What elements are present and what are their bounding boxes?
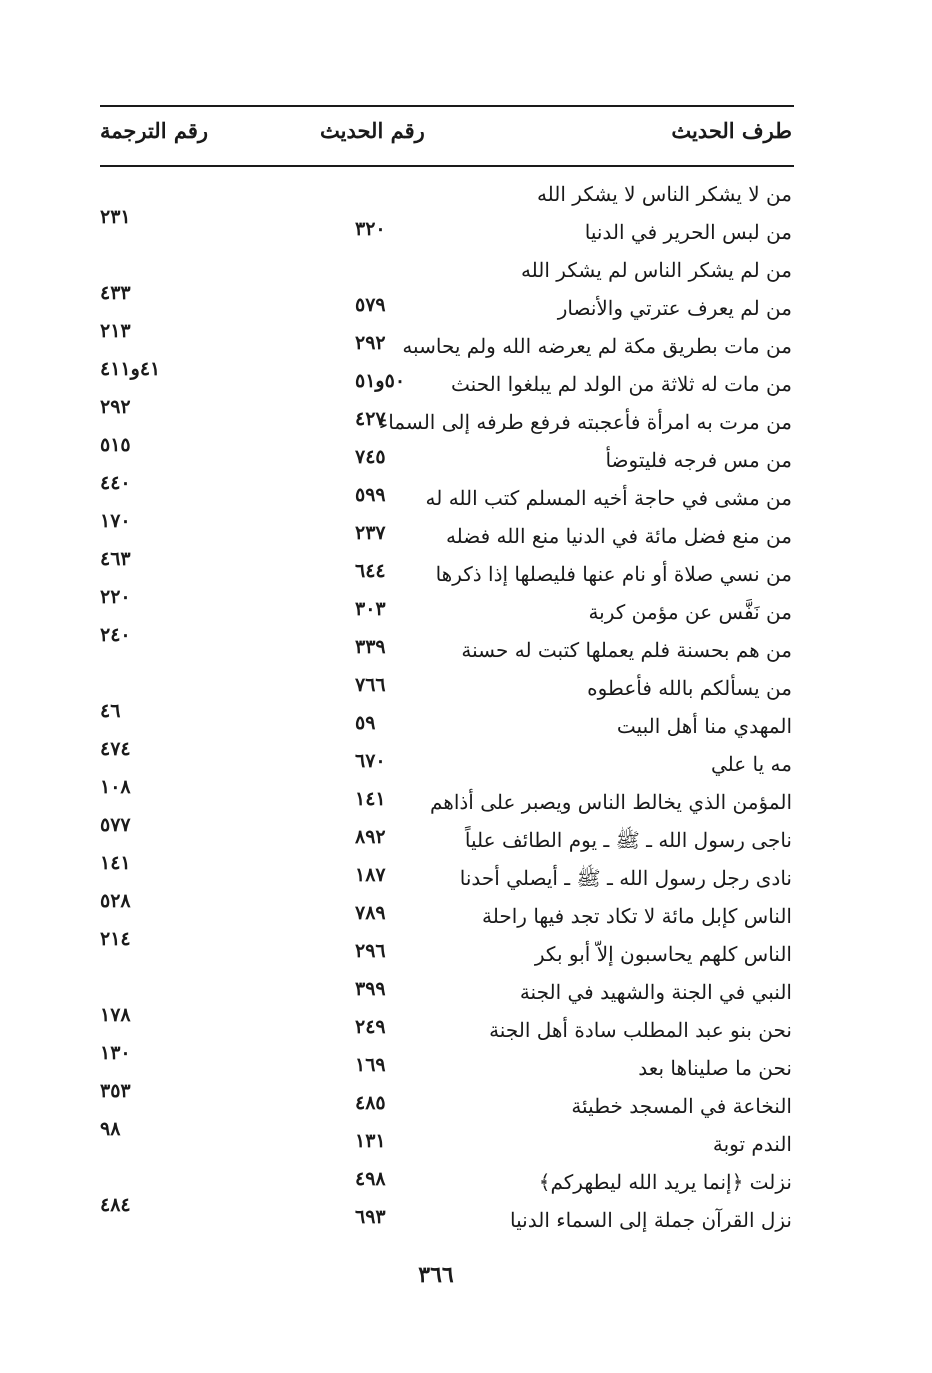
tarjama-number: ١٣٠ [100,1042,131,1064]
hadith-text: مه يا علي [710,752,792,776]
page-number [0,1262,932,1288]
hadith-number: ٥٧٩ [355,294,386,316]
hadith-number: ٧٦٦ [355,674,386,696]
hadith-number: ١٦٩ [355,1054,386,1076]
table-row [0,206,932,252]
hadith-number: ١٤١ [355,788,386,810]
hadith-text: من مرت به امرأة فأعجبته فرفع طرفه إلى السماء [378,410,792,434]
tarjama-number: ٤٧٤ [100,738,131,760]
hadith-text: من يسألكم بالله فأعطوه [587,676,792,700]
hadith-number: ٣٠٣ [355,598,386,620]
hadith-number: ٥٠و٥١ [355,370,406,392]
hadith-text: من نسي صلاة أو نام عنها فليصلها إذا ذكرها [435,562,792,586]
hadith-number: ٤٩٨ [355,1168,386,1190]
hadith-text: نزل القرآن جملة إلى السماء الدنيا [510,1208,792,1232]
tarjama-number: ٩٨ [100,1118,121,1140]
hadith-number: ٤٨٥ [355,1092,386,1114]
table-row [0,1118,932,1164]
hadith-text: من مس فرجه فليتوضأ [605,448,792,472]
tarjama-number: ١٤١ [100,852,131,874]
table-row [0,624,932,670]
tarjama-number: ٤٦ [100,700,121,722]
tarjama-number: ١٧٨ [100,1004,131,1026]
tarjama-number: ٥٧٧ [100,814,131,836]
hadith-text: الناس كإبل مائة لا تكاد تجد فيها راحلة [482,904,792,928]
hadith-text: من منع فضل مائة في الدنيا منع الله فضله [445,524,792,548]
tarjama-number: ٢٤٠ [100,624,131,646]
hadith-number: ٣٩٩ [355,978,386,1000]
tarjama-number: ٤٤٠ [100,472,131,494]
tarjama-number: ٤٨٤ [100,1194,131,1216]
hadith-text: من مات له ثلاثة من الولد لم يبلغوا الحنث [451,372,792,396]
tarjama-number: ١٧٠ [100,510,131,532]
hadith-text: المؤمن الذي يخالط الناس ويصبر على أذاهم [429,790,792,814]
hadith-text: نحن ما صليناها بعد [638,1056,792,1080]
hadith-text: الندم توبة [712,1132,792,1156]
hadith-text: المهدي منا أهل البيت [616,714,792,738]
tarjama-number: ١٠٨ [100,776,131,798]
hadith-text: نادى رجل رسول الله ـ ﷺ ـ أيصلي أحدنا [459,866,792,890]
table-row [0,928,932,974]
hadith-text: الناس كلهم يحاسبون إلاّ أبو بكر [534,942,792,966]
tarjama-number: ٢١٣ [100,320,131,342]
hadith-number: ١٣١ [355,1130,386,1152]
page-number-text: ٣٦٦ [418,1262,454,1288]
hadith-number: ٢٩٦ [355,940,386,962]
hadith-text: من نَفَّس عن مؤمن كربة [588,600,792,624]
hadith-text: من هم بحسنة فلم يعملها كتبت له حسنة [461,638,792,662]
table-header [0,118,932,154]
header-tarjama-number: رقم الترجمة [100,118,209,143]
hadith-number: ٤٢٧ [355,408,386,430]
hadith-text: من مات بطريق مكة لم يعرضه الله ولم يحاسبه [402,334,792,358]
tarjama-number: ٥٢٨ [100,890,131,912]
tarjama-number: ٤١و٤١١ [100,358,161,380]
index-table [0,176,932,1240]
hadith-text: النخاعة في المسجد خطيئة [571,1094,792,1118]
tarjama-number: ٢٢٠ [100,586,131,608]
hadith-text: من لم يعرف عترتي والأنصار [557,296,792,320]
header-rule [100,165,794,167]
tarjama-number: ٢٣١ [100,206,131,228]
hadith-number: ٥٩ [355,712,376,734]
hadith-text: نحن بنو عبد المطلب سادة أهل الجنة [489,1018,792,1042]
hadith-number: ١٨٧ [355,864,386,886]
hadith-number: ٢٩٢ [355,332,386,354]
hadith-number: ٣٢٠ [355,218,386,240]
tarjama-number: ٤٦٣ [100,548,131,570]
hadith-number: ٨٩٢ [355,826,386,848]
tarjama-number: ٥١٥ [100,434,131,456]
hadith-text: من لم يشكر الناس لم يشكر الله [520,258,792,282]
hadith-number: ٧٨٩ [355,902,386,924]
tarjama-number: ٢١٤ [100,928,131,950]
table-row [0,1194,932,1240]
hadith-text: ناجى رسول الله ـ ﷺ ـ يوم الطائف علياً [464,828,792,852]
hadith-text: من لبس الحرير في الدنيا [584,220,792,244]
hadith-number: ٦٩٣ [355,1206,386,1228]
hadith-text: النبي في الجنة والشهيد في الجنة [519,980,792,1004]
hadith-text: من مشى في حاجة أخيه المسلم كتب الله له [425,486,792,510]
hadith-text: نزلت ﴿إنما يريد الله ليطهركم﴾ [538,1170,792,1194]
hadith-number: ٦٧٠ [355,750,386,772]
hadith-number: ٢٤٩ [355,1016,386,1038]
tarjama-number: ٤٣٣ [100,282,131,304]
tarjama-number: ٣٥٣ [100,1080,131,1102]
header-hadith-text: طرف الحديث [671,118,792,143]
hadith-number: ٥٩٩ [355,484,386,506]
hadith-number: ٦٤٤ [355,560,386,582]
top-rule [100,105,794,107]
header-hadith-number: رقم الحديث [320,118,425,143]
hadith-text: من لا يشكر الناس لا يشكر الله [536,182,792,206]
hadith-number: ٣٣٩ [355,636,386,658]
tarjama-number: ٢٩٢ [100,396,131,418]
hadith-number: ٧٤٥ [355,446,386,468]
hadith-number: ٢٣٧ [355,522,386,544]
